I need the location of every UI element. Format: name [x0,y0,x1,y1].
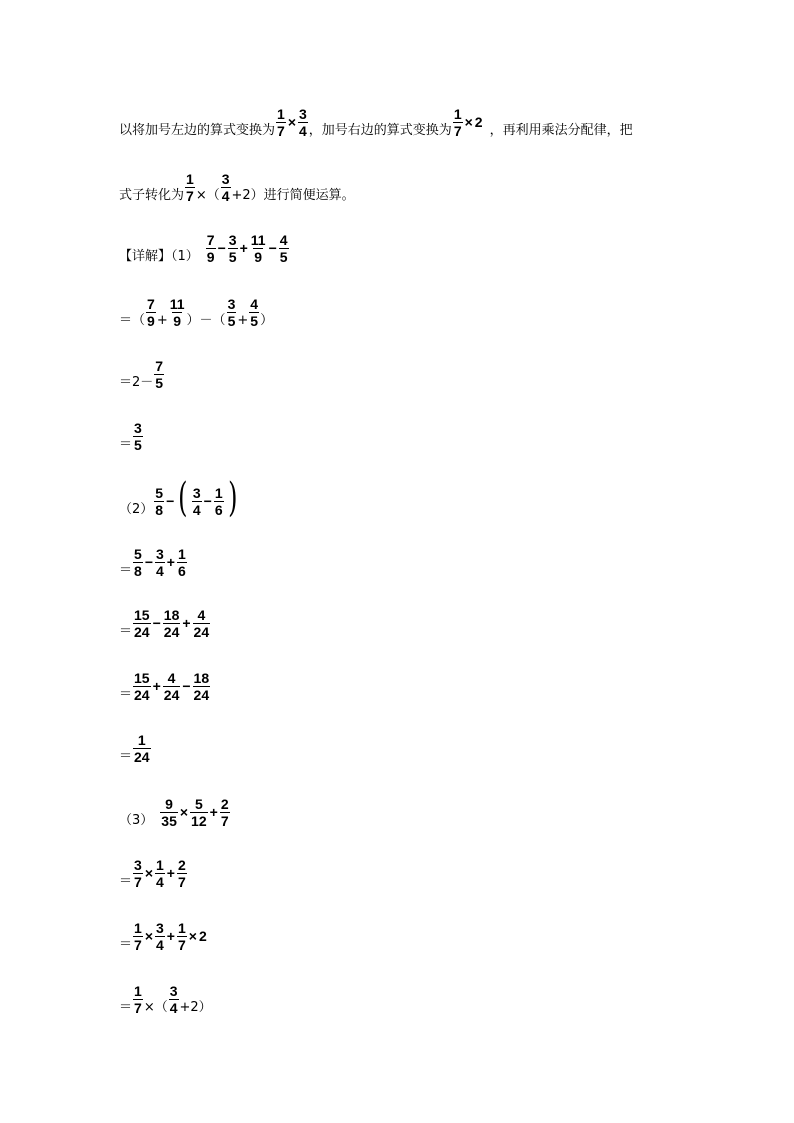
equals-sign: ＝ [119,749,133,764]
step-2-d [119,732,152,765]
fraction: $\frac{4}{5}$ [250,296,259,329]
step-2-a [119,546,188,579]
times-paren: ×（ [143,1000,168,1015]
step-3-b [119,920,208,953]
fraction: $\frac{1}{6}$ [177,546,186,579]
fraction: 3 5 [134,420,142,453]
fraction: $\frac{2}{7}$ [177,857,186,890]
fraction: 7 5 [155,358,164,391]
times-sign: × [188,928,197,944]
fraction: 5 8 [155,485,164,518]
number: 2 [198,928,207,944]
minus-sign: − [152,615,161,631]
fraction: $\frac{1}{7}$ [453,106,462,139]
fraction: 7 9 [206,232,215,265]
left-paren: （ [132,313,146,328]
intro-text-b: ，加号右边的算式变换为 [308,123,452,138]
step-2-problem [119,475,240,521]
plus-sign: + [182,615,191,631]
minus-group: ）－（ [186,313,226,328]
times-sign: × [144,865,153,881]
equals-sign: ＝ [119,937,133,952]
equals-sign: ＝ [119,624,133,639]
minus-sign: − [268,240,277,256]
fraction: $\frac{1}{7}$ [177,920,186,953]
plus-sign: + [166,928,175,944]
minus-sign: − [166,493,175,509]
times-sign: × [464,114,473,130]
intro-text-d: 式子转化为 [119,188,185,203]
plus-sign: + [237,313,249,328]
minus-sign: − [182,678,191,694]
intro-text-e: +2）进行简便运算。 [231,188,355,203]
fraction: $\frac{3}{7}$ [134,857,142,890]
step-1-c [119,420,144,453]
fraction: $\frac{4}{24}$ [193,607,210,640]
part-2-label: （2） [119,502,154,517]
times-sign: × [144,928,153,944]
fraction: $\frac{18}{24}$ [163,607,180,640]
step-1-a [119,296,273,329]
fraction: $\frac{1}{7}$ [277,106,285,139]
step-2-c [119,670,211,703]
fraction: $\frac{3}{4}$ [156,920,164,953]
big-right-paren: ) [227,475,238,521]
plus-sign: + [166,554,175,570]
minus-sign: − [144,554,153,570]
fraction: $\frac{9}{35}$ [161,796,177,829]
step-2-b [119,607,211,640]
fraction: $\frac{11}{9}$ [250,232,266,265]
times-sign: × [287,114,296,130]
fraction: 15 24 [134,670,150,703]
step-3-a [119,857,188,890]
fraction: 5 8 [134,546,142,579]
detail-label: 【详解】（1） [119,249,199,264]
step-1-problem [119,232,290,265]
fraction: 3 5 [227,296,236,329]
fraction: $\frac{4}{24}$ [163,670,180,703]
intro-line-1 [119,106,633,139]
number: 2 [474,114,483,130]
fraction: $\frac{2}{7}$ [220,796,229,829]
equals-sign: ＝ [119,687,133,702]
equals-sign: ＝ [119,437,133,452]
right-paren: ） [260,313,274,328]
minus-sign: − [217,240,226,256]
fraction: $\frac{1}{7}$ [134,920,142,953]
plus-sign: + [239,240,248,256]
fraction: $\frac{11}{9}$ [169,296,185,329]
plus-sign: + [209,804,218,820]
fraction: $\frac{4}{5}$ [279,232,288,265]
fraction: $\frac{3}{5}$ [228,232,237,265]
plus-sign: + [166,865,175,881]
fraction: 7 9 [147,296,155,329]
equals-sign: ＝ [119,563,133,578]
intro-text-c: ，再利用乘法分配律，把 [489,123,633,138]
equals-sign: ＝ [119,874,133,889]
fraction: 1 24 [134,732,150,765]
step-3-c [119,983,212,1016]
fraction: $\frac{18}{24}$ [193,670,210,703]
fraction: $\frac{1}{7}$ [134,983,142,1016]
plus-two-paren: +2） [179,1000,212,1015]
times-sign: × [179,804,189,820]
plus-sign: + [152,678,161,694]
equals-two-minus: ＝2－ [119,375,154,390]
minus-sign: − [203,493,212,509]
intro-text-a: 以将加号左边的算式变换为 [119,123,276,138]
fraction: 3 4 [221,171,230,204]
fraction: $\frac{3}{4}$ [156,546,164,579]
fraction: $\frac{5}{12}$ [191,796,207,829]
plus-sign: + [156,313,168,328]
part-3-label: （3） [119,813,154,828]
fraction: 15 24 [134,607,150,640]
equals-sign: ＝ [119,313,133,328]
fraction: 3 4 [192,485,201,518]
fraction: 3 4 [169,983,178,1016]
equals-sign: ＝ [119,1000,133,1015]
step-3-problem [119,796,231,829]
step-1-b [119,358,165,391]
fraction: $\frac{3}{4}$ [299,106,307,139]
big-left-paren: ( [178,475,188,521]
intro-line-2 [119,171,355,204]
intro-text-times: ×（ [195,188,220,203]
fraction: $\frac{1}{7}$ [186,171,194,204]
fraction: $\frac{1}{4}$ [156,857,164,890]
fraction: $\frac{1}{6}$ [214,485,223,518]
